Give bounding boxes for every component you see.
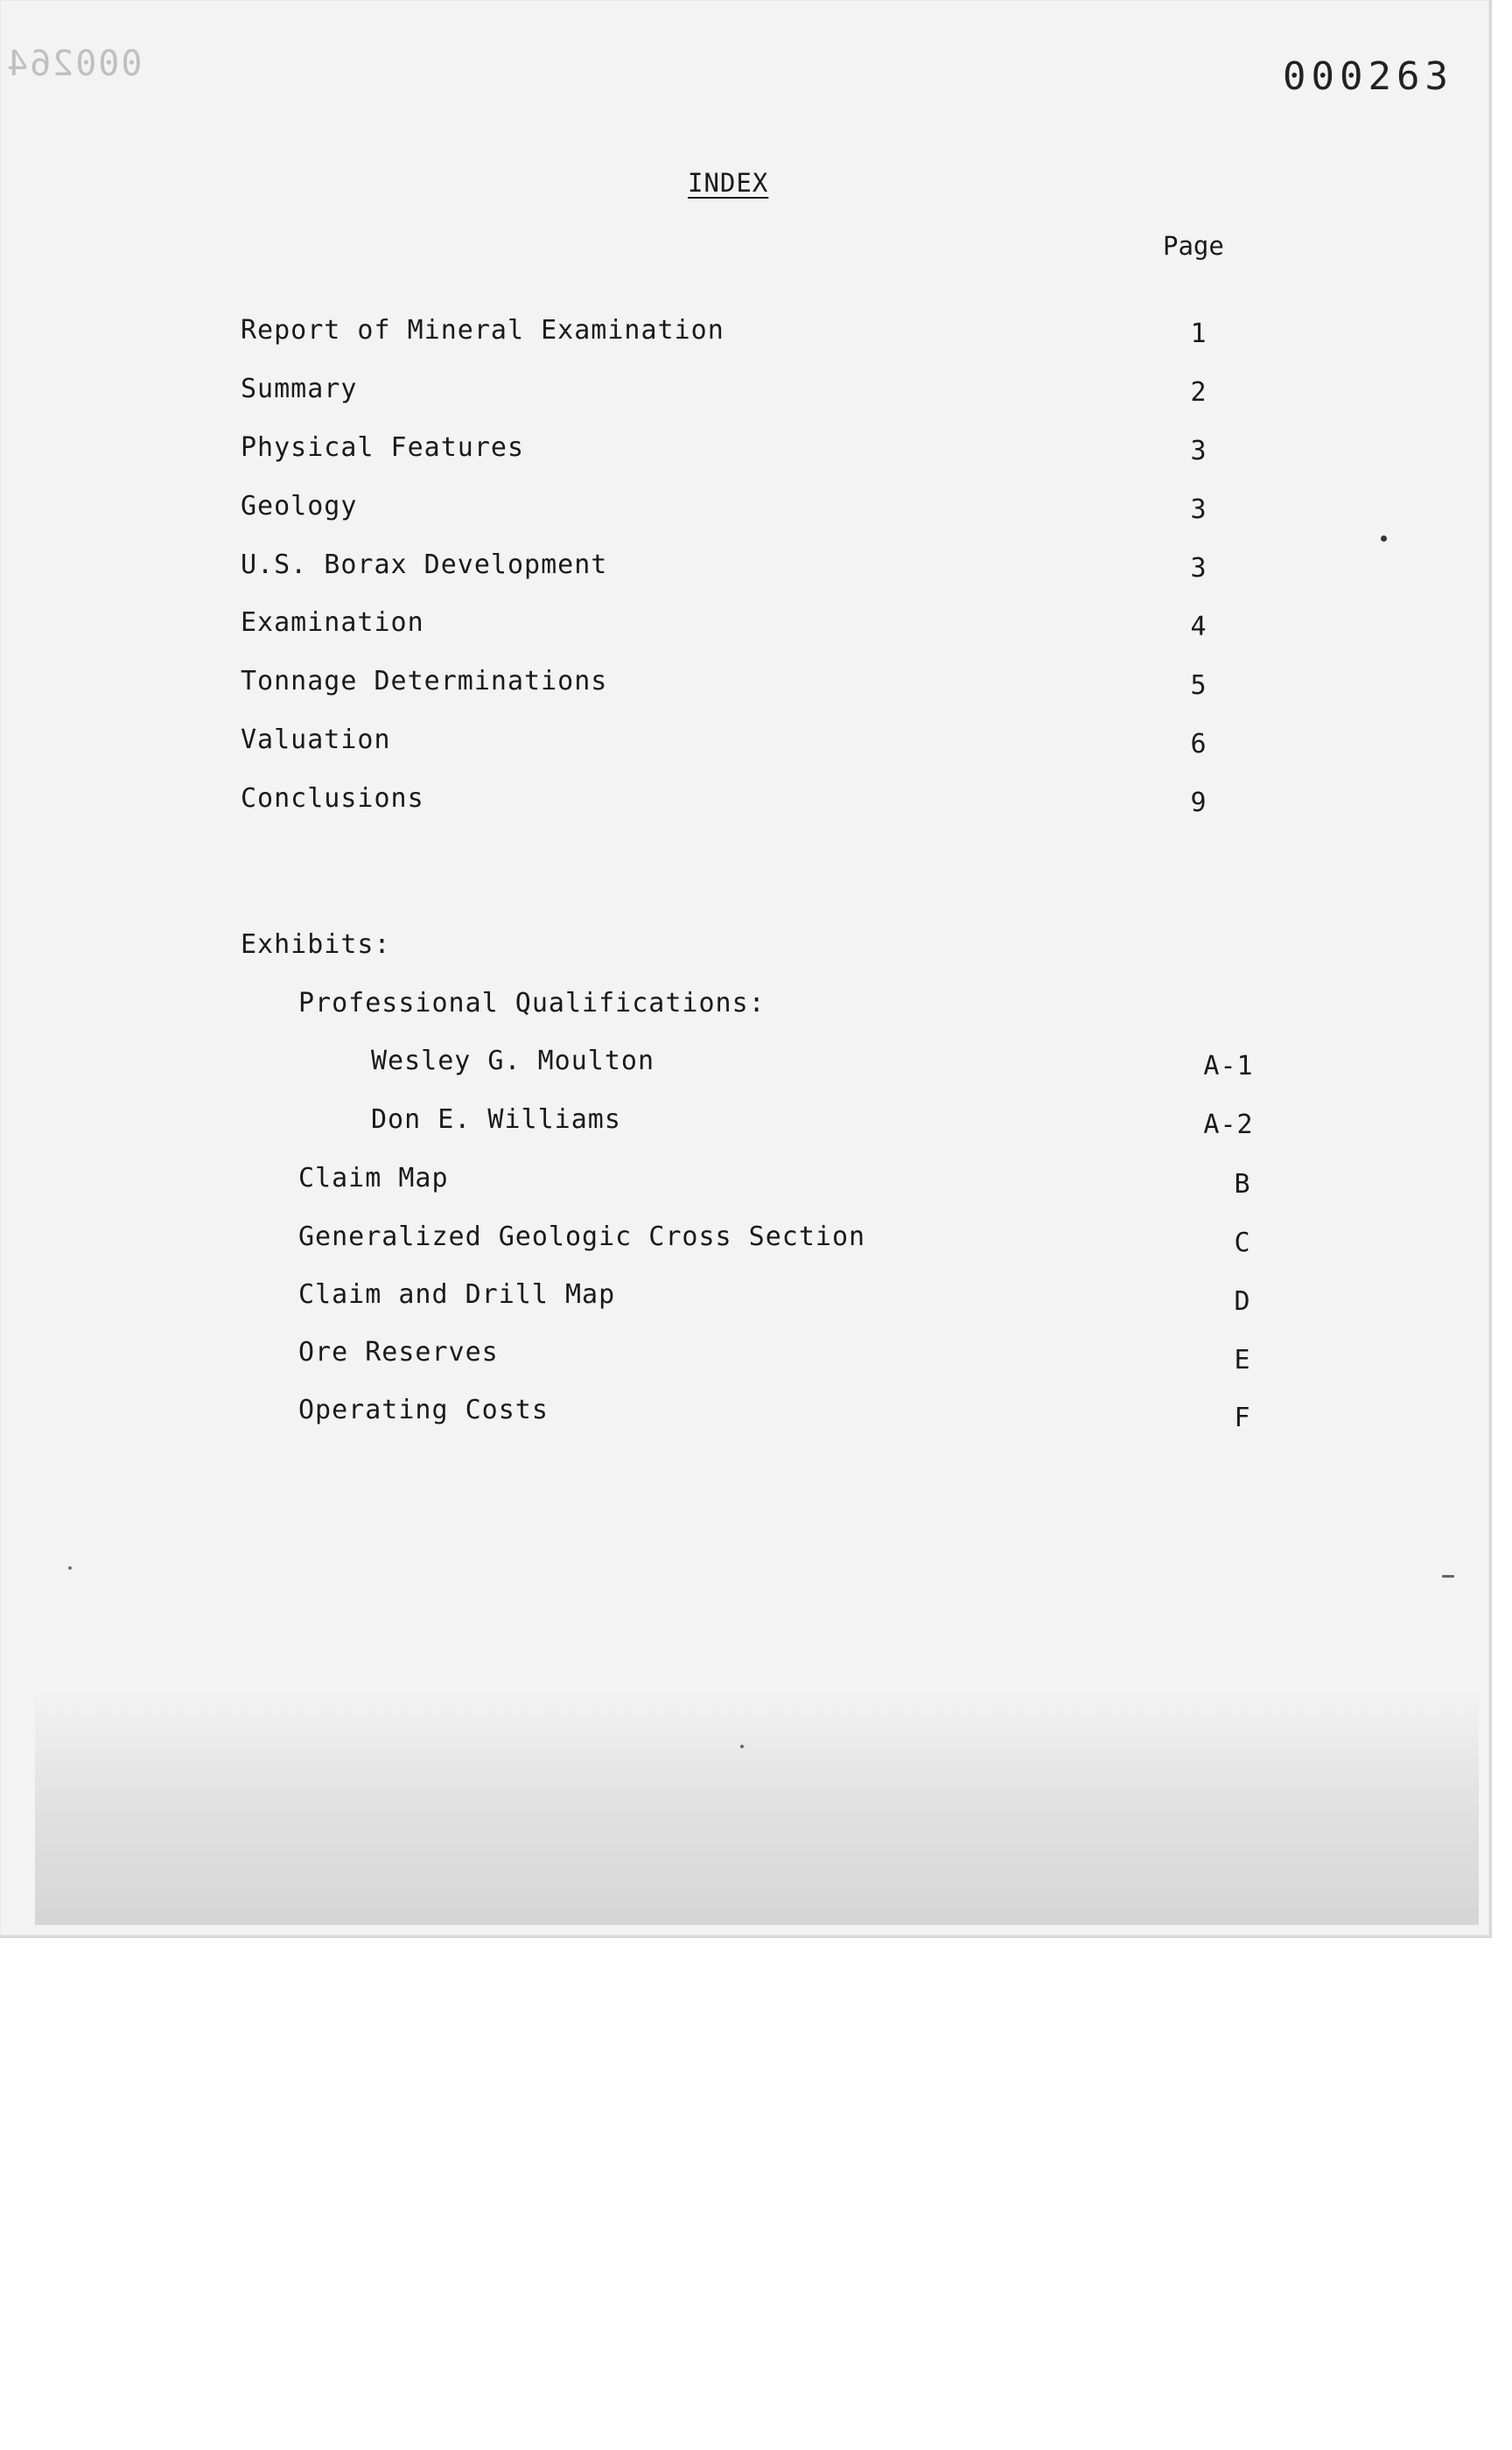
toc-entry-label: Valuation: [241, 724, 391, 755]
scan-speck: [1442, 1575, 1454, 1578]
page-column-heading: Page: [1163, 231, 1224, 261]
exhibit-entry-page: C: [1234, 1228, 1251, 1258]
index-title: INDEX: [688, 168, 769, 198]
exhibit-entry-page: A-2: [1203, 1110, 1254, 1140]
toc-entry-page: 4: [1190, 612, 1208, 642]
toc-entry-page: 6: [1190, 729, 1208, 760]
exhibit-entry-label: Claim Map: [298, 1163, 449, 1194]
toc-entry-page: 5: [1190, 670, 1208, 701]
exhibit-entry-label: Don E. Williams: [371, 1104, 621, 1135]
toc-entry-page: 1: [1190, 318, 1208, 349]
exhibit-entry-label: Claim and Drill Map: [298, 1279, 616, 1310]
exhibit-entry-label: Ore Reserves: [298, 1337, 499, 1368]
exhibit-entry-page: F: [1234, 1403, 1251, 1433]
toc-entry-label: Examination: [241, 607, 424, 638]
scan-speck: [1381, 536, 1387, 542]
toc-entry-page: 2: [1190, 377, 1208, 408]
exhibit-entry-label: Operating Costs: [298, 1395, 549, 1425]
scan-speck: [740, 1745, 744, 1748]
exhibit-entry-page: B: [1234, 1169, 1251, 1200]
exhibit-entry-page: D: [1234, 1286, 1251, 1317]
exhibit-entry-page: E: [1234, 1345, 1251, 1376]
toc-entry-label: Tonnage Determinations: [241, 666, 608, 696]
toc-entry-label: Summary: [241, 374, 358, 404]
qualifications-heading: Professional Qualifications:: [298, 988, 766, 1018]
toc-entry-label: Physical Features: [241, 432, 525, 463]
toc-entry-page: 3: [1190, 553, 1208, 584]
scan-speck: [68, 1566, 72, 1570]
toc-entry-label: U.S. Borax Development: [241, 550, 608, 580]
toc-entry-page: 3: [1190, 494, 1208, 525]
toc-entry-label: Conclusions: [241, 783, 424, 814]
exhibit-entry-label: Wesley G. Moulton: [371, 1046, 655, 1076]
toc-entry-label: Geology: [241, 491, 358, 522]
toc-entry-page: 3: [1190, 436, 1208, 466]
toc-entry-label: Report of Mineral Examination: [241, 315, 724, 346]
page-number: 000263: [1283, 54, 1453, 99]
toc-entry-page: 9: [1190, 788, 1208, 818]
bleed-through-page-number: 000264: [5, 44, 143, 84]
scan-shadow: [35, 1689, 1479, 1925]
exhibit-entry-page: A-1: [1203, 1051, 1254, 1082]
exhibit-entry-label: Generalized Geologic Cross Section: [298, 1222, 866, 1252]
exhibits-heading: Exhibits:: [241, 929, 391, 960]
